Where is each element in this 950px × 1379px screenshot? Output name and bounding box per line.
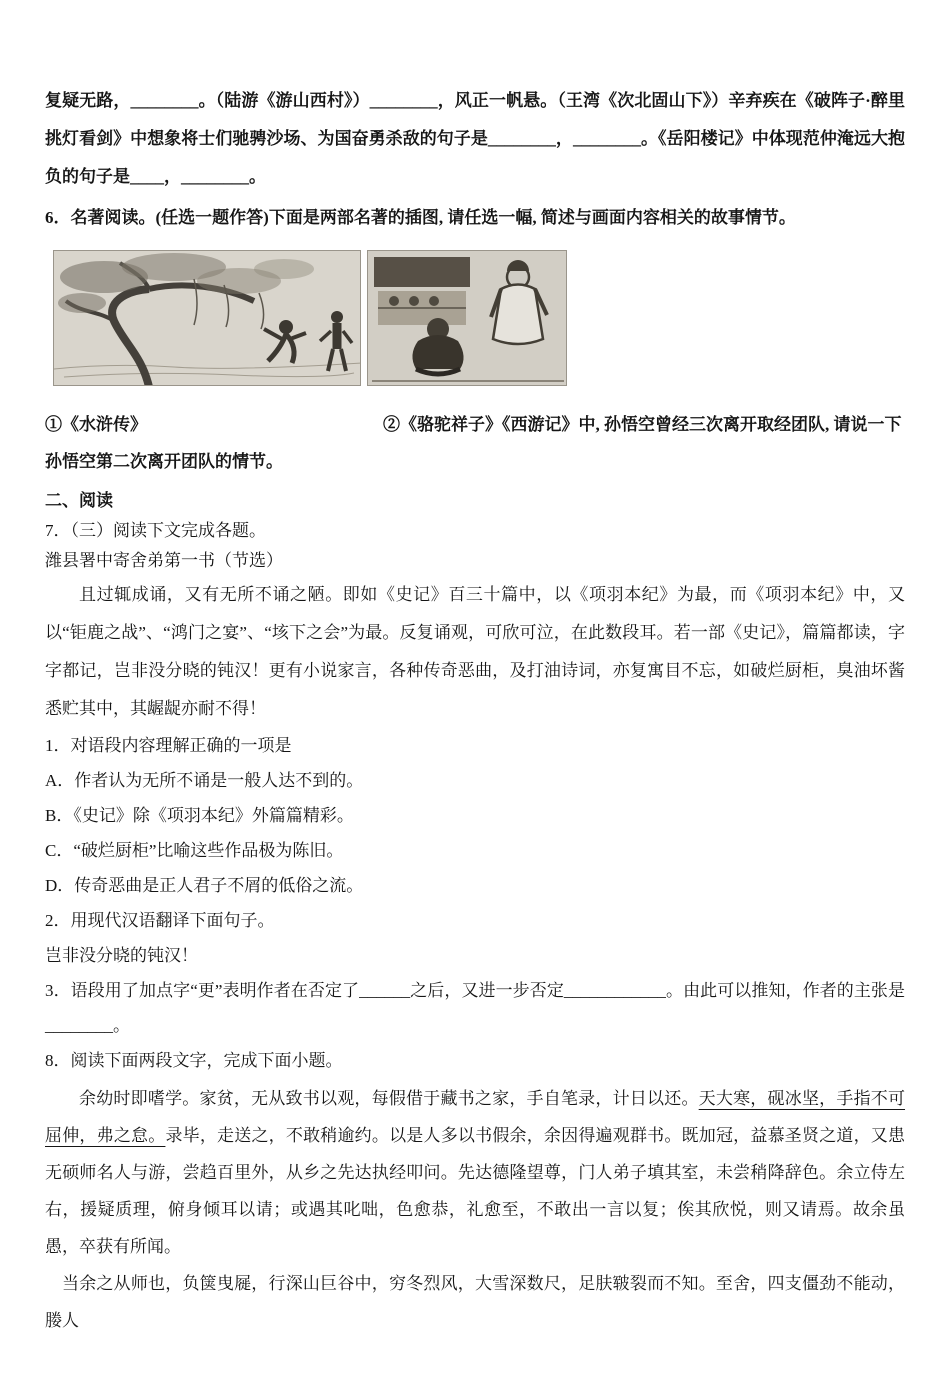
passage-8-paragraph-1 xyxy=(45,1080,905,1265)
fill-in-blank-question: 复疑无路，________。（陆游《游山西村》）________，风正一帆悬。（王湾《次北固山下》）辛弃疾在《破阵子·醉里挑灯看剑》中想象将士们驰骋沙场、为国奋勇杀敌的句子是________，________。《岳阳楼记》中体现范仲淹远大抱负的句子是____，________。 xyxy=(45,91,905,186)
illustration-shuihuzhuan xyxy=(53,250,361,386)
option-d: D．传奇恶曲是正人君子不屑的低俗之流。 xyxy=(45,876,364,895)
question-7-prompt: 7．（三）阅读下文完成各题。 xyxy=(45,521,266,540)
question-8-prompt: 8．阅读下面两段文字，完成下面小题。 xyxy=(45,1051,343,1070)
option-b: B．《史记》除《项羽本纪》外篇篇精彩。 xyxy=(45,806,354,825)
section-title-reading: 二、阅读 xyxy=(45,491,113,510)
passage-8-underlined-sentence: 天大寒，砚冰坚，手指不可屈伸，弗之怠。 xyxy=(45,1089,906,1145)
option-a: A．作者认为无所不诵是一般人达不到的。 xyxy=(45,771,364,790)
illustration-caption-2: ②《骆驼祥子》《西游记》中, 孙悟空曾经三次离开取经团队, 请说一下孙悟空第二次离开团队的情节。 xyxy=(45,415,902,471)
question-7-1: 1．对语段内容理解正确的一项是 xyxy=(45,736,292,755)
question-7-2: 2．用现代汉语翻译下面句子。 xyxy=(45,911,275,930)
question-7-2-sentence: 岂非没分晓的钝汉！ xyxy=(45,946,198,965)
passage-8-paragraph-2: 当余之从师也，负箧曳屣，行深山巨谷中，穷冬烈风，大雪深数尺，足肤皲裂而不知。至舍，四支僵劲不能动，媵人 xyxy=(45,1274,905,1330)
question-7-3: 3．语段用了加点字“更”表明作者在否定了______之后，又进一步否定____________。由此可以推知，作者的主张是________。 xyxy=(45,981,905,1035)
passage-7-text: 且过辄成诵，又有无所不诵之陋。即如《史记》百三十篇中，以《项羽本纪》为最，而《项羽本纪》中，又以“钜鹿之战”、“鸿门之宴”、“垓下之会”为最。反复诵观，可欣可泣，在此数段耳。若一部《史记》，篇篇都读，字字都记，岂非没分晓的钝汉！更有小说家言，各种传奇恶曲，及打油诗词，亦复寓目不忘，如破烂厨柜，臭油坏酱悉贮其中，其龌龊亦耐不得！ xyxy=(45,585,905,718)
passage-8-text-before: 余幼时即嗜学。家贫，无从致书以观，每假借于藏书之家，手自笔录，计日以还。 xyxy=(79,1089,699,1108)
illustration-caption-1: ①《水浒传》 xyxy=(45,415,147,434)
illustration-captions xyxy=(45,406,905,480)
question-6-prompt: 6．名著阅读。(任选一题作答)下面是两部名著的插图, 请任选一幅, 简述与画面内容相关的故事情节。 xyxy=(45,208,796,227)
illustrations-row xyxy=(53,250,905,386)
luotuoxiangzi-illustration-drawing xyxy=(368,251,567,386)
passage-7-title: 潍县署中寄舍弟第一书（节选） xyxy=(45,551,283,570)
passage-8-text-after: 录毕，走送之，不敢稍逾约。以是人多以书假余，余因得遍观群书。既加冠，益慕圣贤之道，又患无硕师名人与游，尝趋百里外，从乡之先达执经叩问。先达德隆望尊，门人弟子填其室，未尝稍降辞色。余立侍左右，援疑质理，俯身倾耳以请；或遇其叱咄，色愈恭，礼愈至，不敢出一言以复；俟其欣悦，则又请焉。故余虽愚，卒获有所闻。 xyxy=(45,1126,906,1256)
option-c: C．“破烂厨柜”比喻这些作品极为陈旧。 xyxy=(45,841,344,860)
illustration-luotuoxiangzi xyxy=(367,250,567,386)
shuihuzhuan-illustration-drawing xyxy=(54,251,361,386)
